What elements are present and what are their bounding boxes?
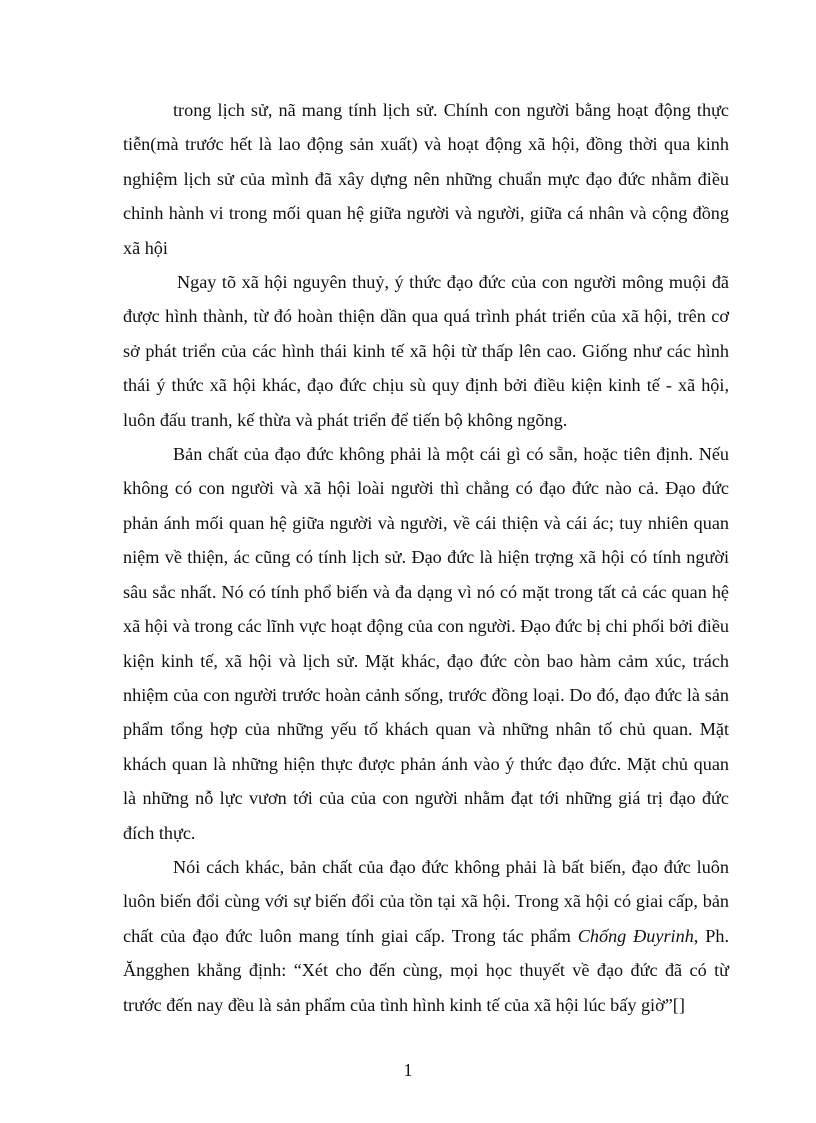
paragraph-2: Ngay tõ xã hội nguyên thuỷ, ý thức đạo đức của con người mông muội đã được hình thành, từ đó hoàn thiện dần qua quá trình phát triển của xã hội, trên cơ sở phát triển của các hình thái kinh tế xã hội từ thấp lên cao. Giống như các hình thái ý thức xã hội khác, đạo đức chịu sù quy định bởi điều kiện kinh tế - xã hội, luôn đấu tranh, kế thừa và phát triển để tiến bộ không ngõng. (123, 272, 729, 430)
paragraph-4 (123, 850, 729, 1022)
paragraph-3: Bản chất của đạo đức không phải là một cái gì có sẵn, hoặc tiên định. Nếu không có con người và xã hội loài người thì chẳng có đạo đức nào cả. Đạo đức phản ánh mối quan hệ giữa người và người, về cái thiện và cái ác; tuy nhiên quan niệm về thiện, ác cũng có tính lịch sử. Đạo đức là hiện trợng xã hội có tính người sâu sắc nhất. Nó có tính phổ biến và đa dạng vì nó có mặt trong tất cả các quan hệ xã hội và trong các lĩnh vực hoạt động của con người. Đạo đức bị chi phối bởi điều kiện kinh tế, xã hội và lịch sử. Mặt khác, đạo đức còn bao hàm cảm xúc, trách nhiệm của con người trước hoàn cảnh sống, trước đồng loại. Do đó, đạo đức là sản phẩm tổng hợp của những yếu tố khách quan và những nhân tố chủ quan. Mặt khách quan là những hiện thực được phản ánh vào ý thức đạo đức. Mặt chủ quan là những nỗ lực vươn tới của của con người nhằm đạt tới những giá trị đạo đức đích thực. (123, 444, 729, 843)
paragraph-4-text-after: , Ph. Ăngghen khẳng định: “Xét cho đến cùng, mọi học thuyết về đạo đức đã có từ trước đến nay đều là sản phẩm của tình hình kinh tế của xã hội lúc bấy giờ”[] (123, 925, 729, 1015)
book-title: Chống Đuyrinh (577, 925, 694, 946)
body-text (123, 93, 729, 1022)
paragraph-4-text-before: Nói cách khác, bản chất của đạo đức không phải là bất biến, đạo đức luôn luôn biến đổi cùng với sự biến đổi của tồn tại xã hội. Trong xã hội có giai cấp, bản chất của đạo đức luôn mang tính giai cấp. Trong tác phẩm (123, 856, 729, 946)
page-number: 1 (403, 1060, 413, 1080)
paragraph-1: trong lịch sử, nã mang tính lịch sử. Chính con người bằng hoạt động thực tiễn(mà trước hết là lao động sản xuất) và hoạt động xã hội, đồng thời qua kinh nghiệm lịch sử của mình đã xây dựng nên những chuẩn mực đạo đức nhằm điều chỉnh hành vi trong mối quan hệ giữa người và người, giữa cá nhân và cộng đồng xã hội (123, 100, 729, 258)
